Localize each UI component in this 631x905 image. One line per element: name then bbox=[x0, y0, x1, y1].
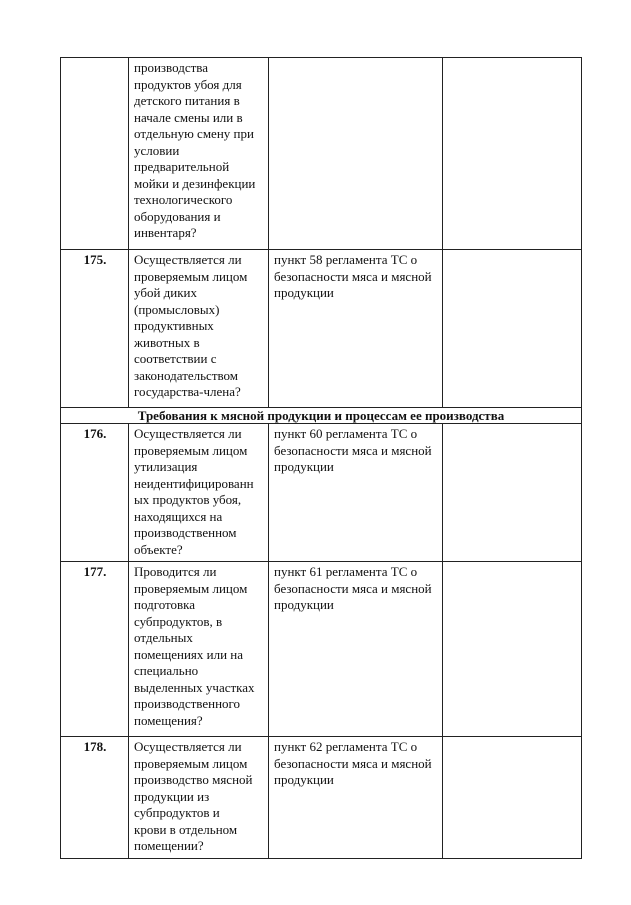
row-reference bbox=[269, 58, 443, 250]
row-note bbox=[443, 737, 582, 859]
table-row bbox=[61, 737, 582, 859]
row-number: 176. bbox=[61, 424, 129, 562]
row-number bbox=[61, 58, 129, 250]
row-question: Проводится ли проверяемым лицом подготовка субпродуктов, в отдельных помещениях или на специально выделенных участках производственного помещения? bbox=[129, 562, 269, 737]
row-note bbox=[443, 58, 582, 250]
row-number: 175. bbox=[61, 250, 129, 408]
row-reference: пункт 61 регламента ТС о безопасности мяса и мясной продукции bbox=[269, 562, 443, 737]
row-note bbox=[443, 562, 582, 737]
row-reference: пункт 60 регламента ТС о безопасности мяса и мясной продукции bbox=[269, 424, 443, 562]
row-question: производства продуктов убоя для детского питания в начале смены или в отдельную смену при условии предварительной мойки и дезинфекции технологического оборудования и инвентаря? bbox=[129, 58, 269, 250]
row-note bbox=[443, 424, 582, 562]
table-row bbox=[61, 562, 582, 737]
row-question: Осуществляется ли проверяемым лицом убой диких (промысловых) продуктивных животных в соответствии с законодательством государства-члена? bbox=[129, 250, 269, 408]
row-number: 178. bbox=[61, 737, 129, 859]
checklist-table bbox=[60, 57, 582, 859]
section-header-row bbox=[61, 408, 582, 424]
table-row bbox=[61, 250, 582, 408]
table-row bbox=[61, 58, 582, 250]
row-note bbox=[443, 250, 582, 408]
row-number: 177. bbox=[61, 562, 129, 737]
row-reference: пункт 62 регламента ТС о безопасности мяса и мясной продукции bbox=[269, 737, 443, 859]
section-header: Требования к мясной продукции и процессам ее производства bbox=[61, 408, 582, 424]
row-reference: пункт 58 регламента ТС о безопасности мяса и мясной продукции bbox=[269, 250, 443, 408]
table-row bbox=[61, 424, 582, 562]
row-question: Осуществляется ли проверяемым лицом утилизация неидентифицированн ых продуктов убоя, находящихся на производственном объекте? bbox=[129, 424, 269, 562]
row-question: Осуществляется ли проверяемым лицом производство мясной продукции из субпродуктов и крови в отдельном помещении? bbox=[129, 737, 269, 859]
